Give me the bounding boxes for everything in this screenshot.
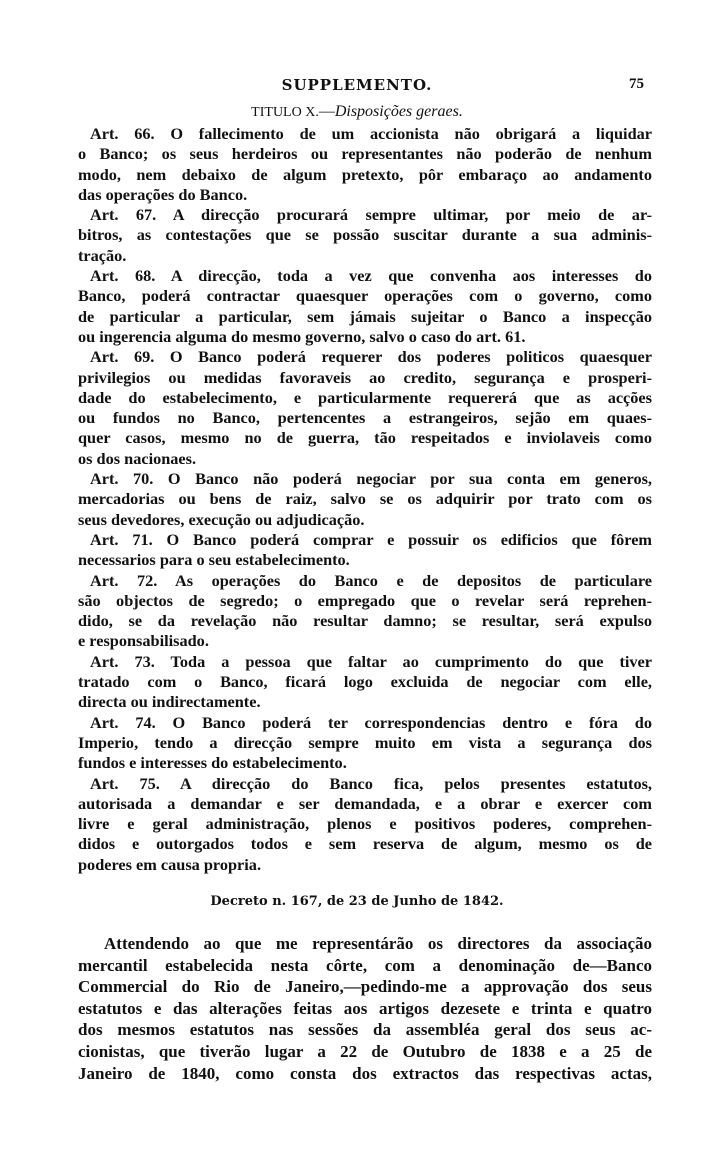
article-paragraph: [78, 774, 652, 875]
text-line: são objectos de segredo; o empregado que o revelar será reprehen-: [78, 590, 652, 610]
text-line: Art. 69. O Banco poderá requerer dos poderes politicos quaesquer: [90, 347, 652, 367]
articles-section: [78, 124, 652, 875]
text-line: tratado com o Banco, ficará logo excluida de negociar com elle,: [78, 672, 652, 692]
page-number: 75: [629, 76, 644, 92]
text-line: Janeiro de 1840, como consta dos extractos das respectivas actas,: [78, 1063, 652, 1083]
text-line: fundos e interesses do estabelecimento.: [78, 753, 347, 773]
text-line: Imperio, tendo a direcção sempre muito em vista a segurança dos: [78, 732, 652, 752]
article-paragraph: [78, 347, 652, 469]
text-line: Art. 70. O Banco não poderá negociar por sua conta em generos,: [90, 469, 652, 489]
text-line: das operações do Banco.: [78, 184, 248, 204]
article-paragraph: [78, 571, 652, 652]
text-line: cionistas, que tiverão lugar a 22 de Outubro de 1838 e a 25 de: [78, 1041, 652, 1061]
titulo-dash: —: [318, 103, 335, 120]
text-line: modo, nem debaixo de algum pretexto, pôr embaraço ao andamento: [78, 164, 652, 184]
text-line: didos e outorgados todos e sem reserva de algum, mesmo os de: [78, 834, 652, 854]
text-line: Art. 73. Toda a pessoa que faltar ao cumprimento do que tiver: [90, 651, 652, 671]
text-line: Art. 74. O Banco poderá ter correspondencias dentro e fóra do: [90, 712, 652, 732]
text-line: Art. 66. O fallecimento de um accionista não obrigará a liquidar: [90, 124, 652, 143]
titulo-subtitle: Disposições geraes.: [334, 103, 463, 120]
text-line: mercadorias ou bens de raiz, salvo se os adquirir por trato com os: [78, 489, 652, 509]
text-line: Commercial do Rio de Janeiro,—pedindo-me a approvação dos seus: [78, 977, 652, 997]
text-line: dos mesmos estatutos nas sessões da assembléa geral dos seus ac-: [78, 1020, 652, 1040]
text-line: bitros, as contestações que se possão suscitar durante a sua adminis-: [78, 225, 652, 245]
text-line: ou ingerencia alguma do mesmo governo, salvo o caso do art. 61.: [78, 326, 526, 346]
article-paragraph: [78, 652, 652, 713]
text-line: Art. 75. A direcção do Banco fica, pelos presentes estatutos,: [90, 773, 652, 793]
text-line: seus devedores, execução ou adjudicação.: [78, 509, 365, 529]
text-line: e responsabilisado.: [78, 631, 209, 651]
decree-paragraph: [78, 933, 652, 1084]
article-paragraph: [78, 266, 652, 347]
article-paragraph: [78, 713, 652, 774]
article-paragraph: [78, 124, 652, 205]
text-line: ou fundos no Banco, pertencentes a estrangeiros, sejão em quaes-: [78, 408, 652, 428]
text-line: estatutos e das alterações feitas aos artigos dezesete e trinta e quatro: [78, 998, 652, 1018]
text-line: autorisada a demandar e ser demandada, e a obrar e exercer com: [78, 793, 652, 813]
text-line: tração.: [78, 245, 127, 265]
text-line: os dos nacionaes.: [78, 448, 197, 468]
text-line: livre e geral administração, plenos e positivos poderes, comprehen-: [78, 814, 652, 834]
titulo-label: TITULO X.: [251, 105, 319, 120]
text-line: de particular a particular, sem jámais sujeitar o Banco a inspecção: [78, 306, 652, 326]
text-line: mercantil estabelecida nesta côrte, com a denominação de—Banco: [78, 955, 652, 975]
running-title: SUPPLEMENTO.: [281, 76, 433, 94]
article-paragraph: [78, 205, 652, 266]
text-line: o Banco; os seus herdeiros ou representantes não poderão de nenhum: [78, 144, 652, 164]
text-line: Art. 68. A direcção, toda a vez que convenha aos interesses do: [90, 266, 652, 286]
text-line: necessarios para o seu estabelecimento.: [78, 550, 350, 570]
text-line: Art. 67. A direcção procurará sempre ultimar, por meio de ar-: [90, 205, 652, 225]
text-line: dade do estabelecimento, e particularmente requererá que as acções: [78, 387, 652, 407]
decree-title: Decreto n. 167, de 23 de Junho de 1842.: [210, 894, 504, 909]
section-heading: [0, 103, 714, 121]
text-line: Attendendo ao que me representárão os directores da associação: [104, 934, 652, 953]
text-line: dido, se da revelação não resultar damno; se resultar, será expulso: [78, 611, 652, 631]
text-line: quer casos, mesmo no de guerra, tão respeitados e inviolaveis como: [78, 428, 652, 448]
page-header: [0, 74, 714, 98]
article-paragraph: [78, 530, 652, 571]
text-line: privilegios ou medidas favoraveis ao credito, segurança e prosperi-: [78, 367, 652, 387]
text-line: Art. 72. As operações do Banco e de depositos de particulare: [90, 570, 652, 590]
text-line: Art. 71. O Banco poderá comprar e possuir os edificios que fôrem: [90, 529, 652, 549]
text-line: Banco, poderá contractar quaesquer operações com o governo, como: [78, 286, 652, 306]
article-paragraph: [78, 469, 652, 530]
text-line: directa ou indirectamente.: [78, 692, 261, 712]
text-line: poderes em causa propria.: [78, 854, 262, 874]
